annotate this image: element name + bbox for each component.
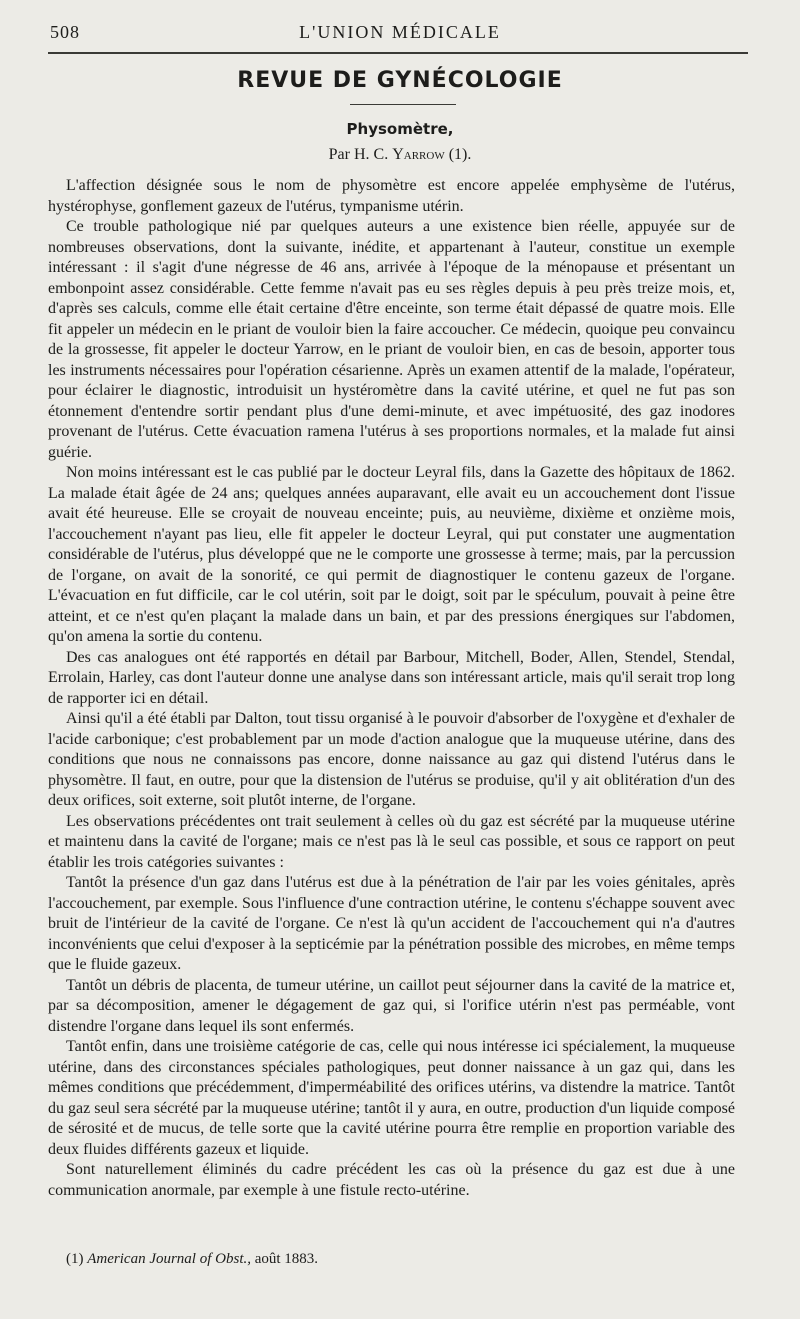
header-rule (48, 52, 748, 54)
paragraph: Sont naturellement éliminés du cadre précédent les cas où la présence du gaz est due à une communication anormale, par exemple à une fistule recto-utérine. (48, 1161, 735, 1199)
byline-author: Yarrow (392, 146, 445, 163)
footnote-date: août 1883. (254, 1251, 319, 1267)
paragraph: Les observations précédentes ont trait seulement à celles où du gaz est sécrété par la muqueuse utérine et maintenu dans la cavité de l'organe; mais ce n'est pas là le seul cas possible, et sous ce rapport on peut établir les trois catégories suivantes : (48, 812, 735, 871)
footnote-reference: (1). (448, 146, 472, 163)
byline-prefix: Par H. C. (328, 146, 389, 163)
paragraph: L'affection désignée sous le nom de physomètre est encore appelée emphysème de l'utérus, hystérophyse, gonflement gazeux de l'utérus, tympanisme utérin. (48, 177, 735, 215)
journal-title: L'UNION MÉDICALE (299, 22, 501, 42)
article-title: Physomètre, (346, 120, 454, 138)
paragraph: Des cas analogues ont été rapportés en détail par Barbour, Mitchell, Boder, Allen, Stendel, Stendal, Errolain, Harley, cas dont l'auteur donne une analyse dans son intéressant article, mais qu'il serait trop long de rapporter ici en détail. (48, 648, 735, 707)
article-body (48, 176, 735, 1201)
paragraph: Ainsi qu'il a été établi par Dalton, tout tissu organisé à le pouvoir d'absorber de l'oxygène et d'exhaler de l'acide carbonique; c'est probablement par un mode d'action analogue que la muqueuse utérine, dans des conditions que nous ne connaissons pas encore, donne naissance au gaz qui distend l'utérus dans le physomètre. Il faut, en outre, pour que la distension de l'utérus se produise, qu'il y ait oblitération d'un des deux orifices, soit externe, soit plutôt interne, de l'organe. (48, 710, 735, 809)
paragraph: Ce trouble pathologique nié par quelques auteurs a une existence bien réelle, appuyée sur de nombreuses observations, dont la suivante, inédite, et appartenant à l'auteur, constitue un exemple intéressant : il s'agit d'une négresse de 46 ans, arrivée à l'époque de la ménopause et présentant un embonpoint assez considérable. Cette femme n'avait pas eu ses règles depuis à peu près treize mois, et, d'après ses calculs, comme elle était certaine d'être enceinte, son terme était dépassé de quatre mois. Elle fit appeler un médecin en le priant de vouloir bien la faire accoucher. Ce médecin, quoique peu convaincu de la grossesse, fit appeler le docteur Yarrow, en le priant de vouloir bien, en cas de besoin, apporter tous les instruments nécessaires pour l'opération césarienne. Après un examen attentif de la malade, l'opérateur, pour éclairer le diagnostic, introduisit un hystéromètre dans la cavité utérine, et quel ne fut pas son étonnement d'entendre sortir pendant plus d'une demi-minute, et avec impétuosité, des gaz inodores provenant de l'utérus. Cette évacuation ramena l'utérus à ses proportions normales, et la malade fut ainsi guérie. (48, 218, 735, 461)
paragraph: Non moins intéressant est le cas publié par le docteur Leyral fils, dans la Gazette des hôpitaux de 1862. La malade était âgée de 24 ans; quelques années auparavant, elle avait eu un accouchement dont l'issue avait été heureuse. Elle se croyait de nouveau enceinte; puis, au neuvième, dixième et onzième mois, l'accouchement n'ayant pas lieu, elle fit appeler le docteur Leyral, qui put constater une augmentation considérable de l'utérus, plus développé que ne le comporte une grossesse à terme; mais, par la percussion de l'organe, on avait de la sonorité, ce qui permit de diagnostiquer le contenu gazeux de l'organe. L'évacuation en fut difficile, car le col utérin, soit par le doigt, soit par le spéculum, pouvait à peine être atteint, et ce n'est qu'en plaçant la malade dans un bain, et par des pressions énergiques sur l'abdomen, qu'on amena la sortie du contenu. (48, 464, 735, 645)
byline (0, 146, 800, 164)
page-number: 508 (50, 22, 80, 42)
footnote-marker: (1) (66, 1251, 84, 1267)
footnote (66, 1251, 726, 1268)
paragraph: Tantôt un débris de placenta, de tumeur utérine, un caillot peut séjourner dans la cavité de la matrice et, par sa décomposition, amener le dégagement de gaz qui, si l'orifice utérin n'est pas perméable, vont distendre l'organe dans lequel ils sont enfermés. (48, 976, 735, 1035)
paragraph: Tantôt enfin, dans une troisième catégorie de cas, celle qui nous intéresse ici spécialement, la muqueuse utérine, dans des circonstances spéciales pathologiques, peut donner naissance à un gaz qui, dans les mêmes conditions que précédemment, d'imperméabilité des orifices utérins, va distendre la matrice. Tantôt du gaz seul sera sécrété par la muqueuse utérine; tantôt il y aura, en outre, production d'un liquide composé de sérosité et de mucus, de telle sorte que la cavité utérine pourra être remplie en proportion variable des deux fluides différents gazeux et liquide. (48, 1038, 735, 1158)
paragraph: Tantôt la présence d'un gaz dans l'utérus est due à la pénétration de l'air par les voies génitales, après l'accouchement, par exemple. Sous l'influence d'une contraction utérine, le contenu s'échappe souvent avec bruit de l'intérieur de la cavité de l'organe. Ce n'est là qu'un accident de l'accouchement qui n'a d'autres inconvénients que celui d'exposer à la septicémie par la pénétration possible des microbes, en même temps que le fluide gazeux. (48, 874, 735, 973)
title-rule (350, 104, 456, 105)
section-title: REVUE DE GYNÉCOLOGIE (237, 68, 563, 93)
running-head (50, 20, 750, 48)
footnote-source: American Journal of Obst., (87, 1251, 251, 1267)
